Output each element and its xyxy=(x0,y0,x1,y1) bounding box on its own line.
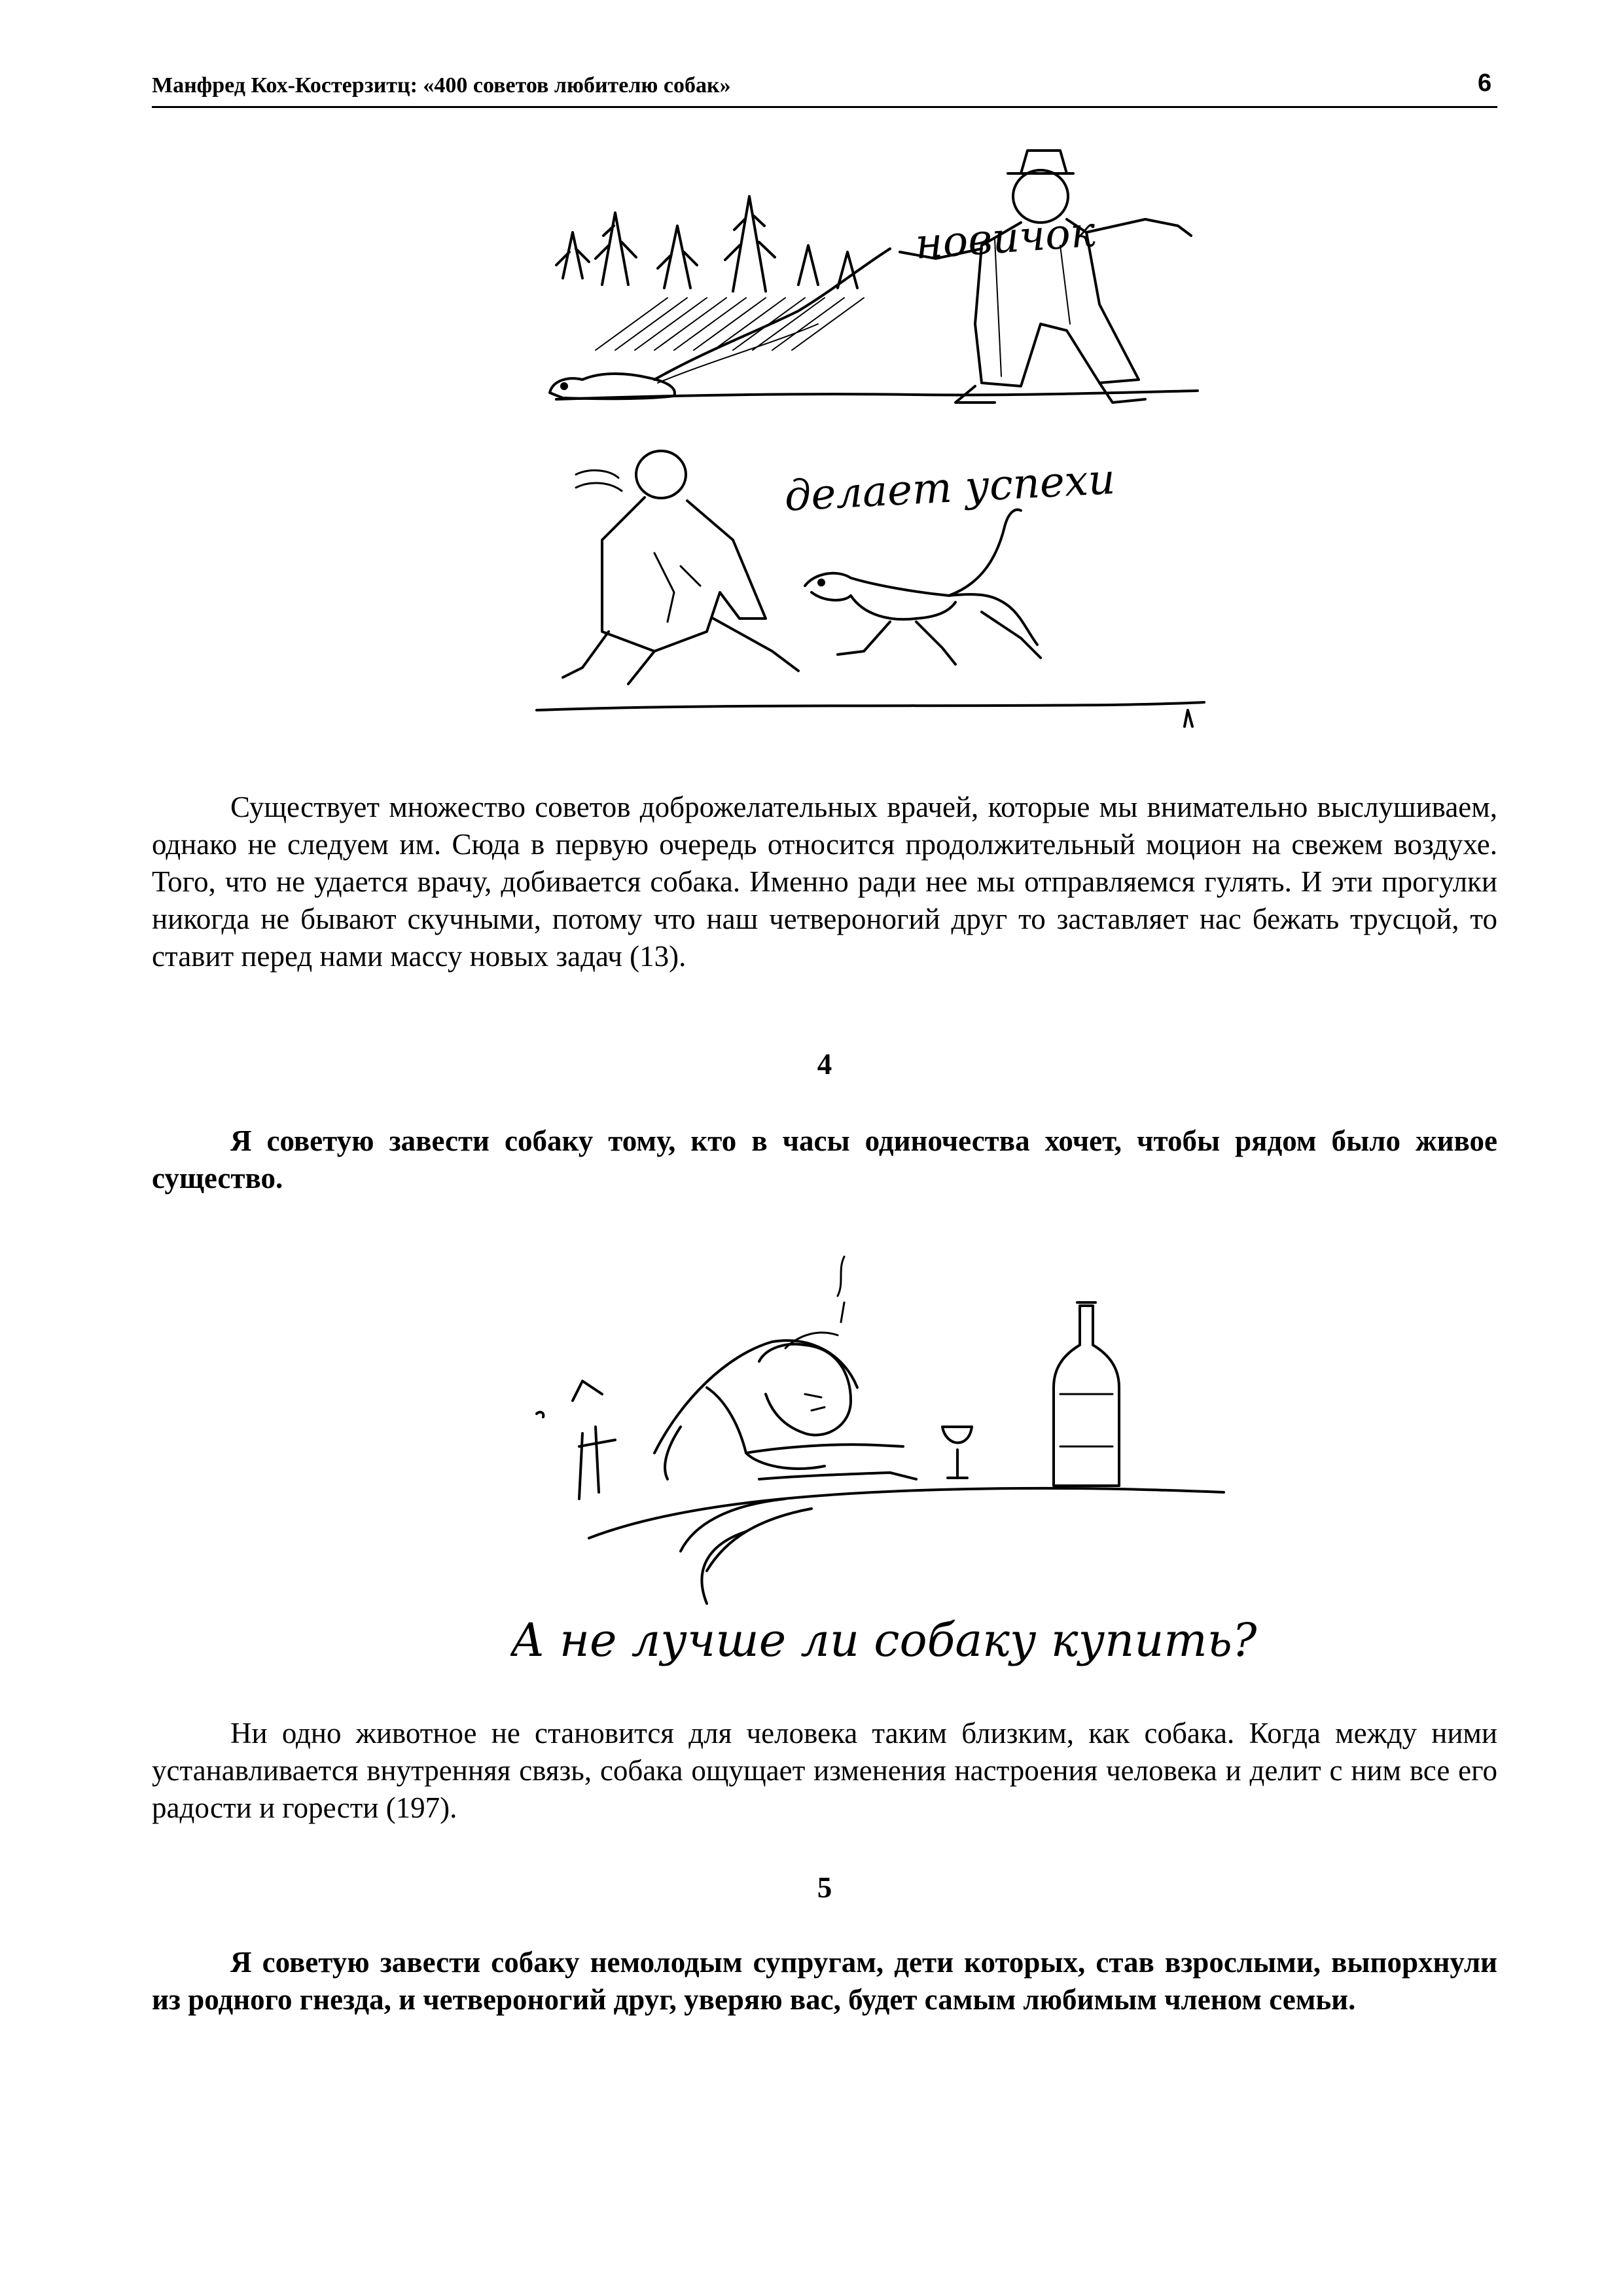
section-number-5: 5 xyxy=(817,1871,832,1904)
page-number: 6 xyxy=(1478,69,1492,97)
paragraph-dog-bond: Ни одно животное не становится для человека таким близким, как собака. Когда между ними устанавливается внутренняя связь, собака ощущает изменения настроения человека и делит с ним все его радости и горести (197). xyxy=(152,1717,1497,1824)
paragraph-walking-benefits: Существует множество советов доброжелательных врачей, которые мы внимательно выслушиваем, однако не следуем им. Сюда в первую очередь относится продолжительный моцион на свежем воздухе. Того, что не удается врачу, добивается собака. Именно ради нее мы отправляемся гулять. И эти прогулки никогда не бывают скучными, потому что наш четвероногий друг то заставляет нас бежать трусцой, то ставит перед нами массу новых задач (13). xyxy=(152,791,1497,973)
running-header-title: Манфред Кох-Костерзитц: «400 советов любителю собак» xyxy=(152,73,731,98)
cartoon-man-walking-dog xyxy=(524,134,1217,756)
section-number-4: 4 xyxy=(817,1048,832,1081)
header-rule xyxy=(152,106,1497,108)
caption-making-progress: делает успехи xyxy=(783,455,1116,521)
cartoon-man-with-bottle xyxy=(510,1230,1257,1702)
caption-lonely-man: А не лучше ли собаку купить? xyxy=(510,1613,1257,1667)
advice-4: Я советую завести собаку тому, кто в часы одиночества хочет, чтобы рядом было живое существо. xyxy=(152,1124,1497,1194)
illustration-lonely-man xyxy=(510,1230,1257,1702)
caption-novice: новичок xyxy=(913,207,1097,269)
illustration-novice-and-progress xyxy=(524,134,1217,756)
advice-5: Я советую завести собаку немолодым супругам, дети которых, став взрослыми, выпорхнули из родного гнезда, и четвероногий друг, уверяю вас, будет самым любимым членом семьи. xyxy=(152,1946,1497,2016)
